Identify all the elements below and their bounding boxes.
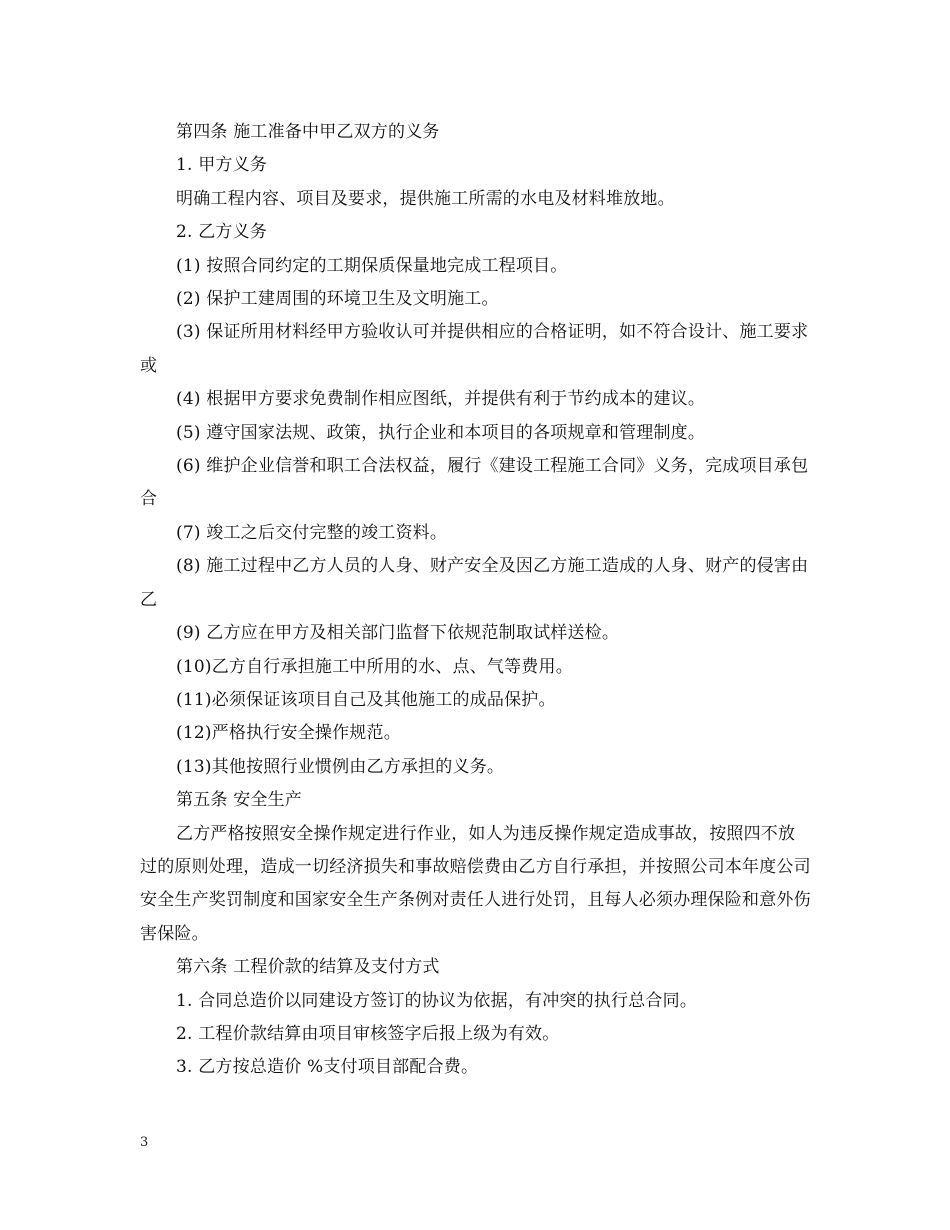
party-b-duty-item: (10)乙方自行承担施工中所用的水、点、气等费用。 [176,656,573,677]
article-4-heading: 第四条 施工准备中甲乙双方的义务 [176,122,440,142]
party-b-duty-item: (5) 遵守国家法规、政策，执行企业和本项目的各项规章和管理制度。 [176,422,706,443]
party-b-duty-item: (12)严格执行安全操作规范。 [176,723,401,744]
party-b-duty-item: (13)其他按照行业惯例由乙方承担的义务。 [176,756,505,777]
party-b-duty-item: (11)必须保证该项目自己及其他施工的成品保护。 [176,689,556,710]
party-b-duty-item: (4) 根据甲方要求免费制作相应图纸，并提供有利于节约成本的建议。 [176,389,706,410]
safety-production-text: 乙方严格按照安全操作规定进行作业，如人为违反操作规定造成事故，按照四不放过的原则处理，造成一切经济损失和事故赔偿费由乙方自行承担，并按照公司本年度公司安全生产奖罚制度和国家安全生产条例对责任人进行处罚，且每人必须办理保险和意外伤害保险。 [140,823,811,944]
document-body [140,116,812,1085]
party-b-duty-item: (1) 按照合同约定的工期保质保量地完成工程项目。 [176,255,568,276]
party-b-duty-item: (3) 保证所用材料经甲方验收认可并提供相应的合格证明，如不符合设计、施工要求或 [140,322,809,376]
party-b-duty-item: (8) 施工过程中乙方人员的人身、财产安全及因乙方施工造成的人身、财产的侵害由乙 [140,556,809,610]
payment-item: 3. 乙方按总造价 %支付项目部配合费。 [176,1057,479,1078]
payment-item: 1. 合同总造价以同建设方签订的协议为依据，有冲突的执行总合同。 [176,990,698,1011]
party-b-duty-item: (2) 保护工建周围的环境卫生及文明施工。 [176,289,499,310]
article-6-heading: 第六条 工程价款的结算及支付方式 [176,957,440,978]
article-5-heading: 第五条 安全生产 [176,790,303,811]
party-a-duties-heading: 1. 甲方义务 [176,155,268,176]
page-number: 3 [140,1135,149,1150]
party-b-duty-item: (7) 竣工之后交付完整的竣工资料。 [176,522,448,543]
party-b-duty-item: (9) 乙方应在甲方及相关部门监督下依规范制取试样送检。 [176,623,620,644]
party-b-duties-heading: 2. 乙方义务 [176,222,268,243]
payment-item: 2. 工程价款结算由项目审核签字后报上级为有效。 [176,1023,560,1044]
party-b-duty-item: (6) 维护企业信誉和职工合法权益，履行《建设工程施工合同》义务，完成项目承包合 [140,456,809,510]
party-a-duties-text: 明确工程内容、项目及要求，提供施工所需的水电及材料堆放地。 [176,188,675,209]
